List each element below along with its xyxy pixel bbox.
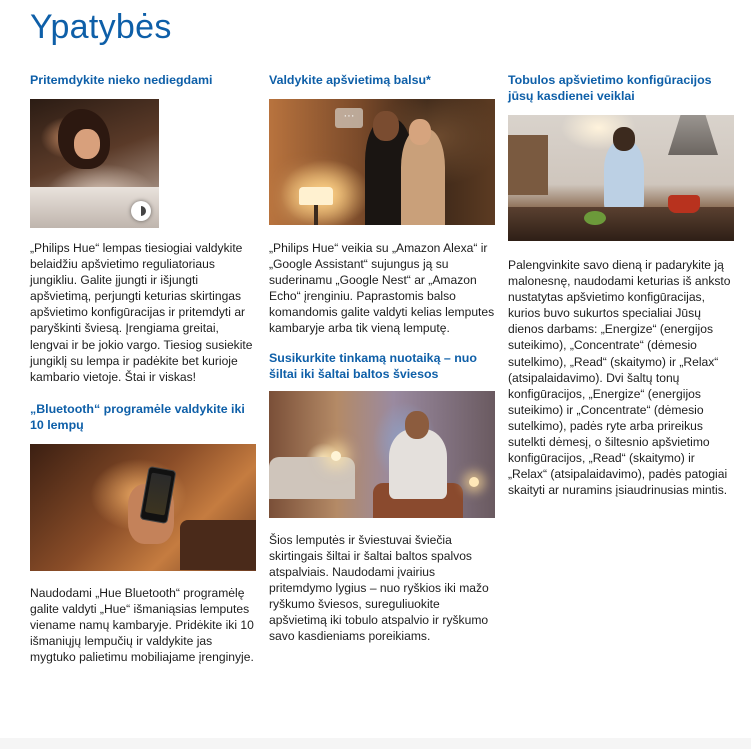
feature-text-mood: Šios lemputės ir šviestuvai šviečia skirtingais šiltai ir šaltai baltos spalvos atspalviais. Naudodami įvairius pritemdymo lygius – nuo ryškios iki mažo ryškumo šviesos, sureguliuokite apšvietimą iki tobulo atspalvio ir ryškumo savo kasdieniams poreikiams. <box>269 532 489 644</box>
image-detail <box>668 195 700 213</box>
feature-heading-bluetooth: „Bluetooth“ programėle valdykite iki 10 lempų <box>30 401 245 432</box>
feature-image-living-room <box>269 391 495 518</box>
feature-image-phone-app <box>30 444 256 571</box>
image-detail <box>180 520 256 570</box>
image-detail <box>508 135 548 195</box>
feature-image-couple <box>269 99 495 225</box>
image-detail <box>604 141 644 211</box>
image-detail <box>584 211 606 225</box>
more-options-icon: ··· <box>335 108 363 128</box>
image-detail <box>668 115 718 155</box>
dimmer-switch-icon <box>131 201 151 221</box>
image-detail <box>613 127 635 151</box>
page-title: Ypatybės <box>30 8 172 46</box>
image-detail <box>389 429 447 499</box>
lamp-icon <box>331 451 341 461</box>
image-detail <box>314 205 318 225</box>
image-detail <box>508 207 734 241</box>
feature-text-voice: „Philips Hue“ veikia su „Amazon Alexa“ ir „Google Assistant“ sujungus ją su suderinamu „Google Nest“ ar „Amazon Echo“ įrenginiu. Paprastomis balso komandomis galite valdyti kelias lemputes kambaryje arba tik vieną lemputę. <box>269 241 495 336</box>
lamp-icon <box>469 477 479 487</box>
feature-image-bedroom <box>30 99 159 228</box>
image-detail <box>269 457 355 499</box>
image-detail <box>409 119 431 145</box>
page-footer-strip <box>0 738 751 749</box>
feature-column-3 <box>508 72 734 498</box>
image-detail <box>405 411 429 439</box>
feature-image-kitchen <box>508 115 734 241</box>
feature-heading-dim: Pritemdykite nieko nediegdami <box>30 73 213 87</box>
feature-column-2 <box>269 72 495 644</box>
feature-text-bluetooth: Naudodami „Hue Bluetooth“ programėlę galite valdyti „Hue“ išmaniąsias lemputes viename namų kambaryje. Pridėkite iki 10 išmaniųjų lempučių ir valdykite jas mygtuko palietimu mobiliajame įrenginyje. <box>30 585 254 665</box>
feature-heading-mood: Susikurkite tinkamą nuotaiką – nuo šiltai iki šaltai baltos šviesos <box>269 350 477 381</box>
image-detail <box>74 129 100 159</box>
feature-text-scenes: Palengvinkite savo dieną ir padarykite ją malonesnę, naudodami keturias iš anksto nustatytas apšvietimo konfigūracijas, kurios buvo sukurtos specialiai Jūsų dienos darbams: „Energize“ (energijos suteikimo), „Concentrate“ (dėmesio sutelkimo), „Read“ (skaitymo) ir „Relax“ (atsipalaidavimo). Dvi šaltų tonų konfigūracijos, „Energize“ (energijos suteikimo) ir „Concentrate“ (dėmesio sutelkimo), padės ryte arba prireikus sutelkti dėmesį, o šiltesnio apšvietimo konfigūracijos, „Read“ (skaitymo) ir „Relax“ (atsipalaidavimo), padės patogiai skaityti ar nuramins įsiaudrinusias mintis. <box>508 258 731 498</box>
feature-heading-voice: Valdykite apšvietimą balsu* <box>269 73 431 87</box>
image-detail <box>373 111 399 141</box>
feature-column-1 <box>30 72 256 665</box>
feature-text-dim: „Philips Hue“ lempas tiesiogiai valdykite belaidžiu apšvietimo reguliatoriaus jungikliu. Galite įjungti ir išjungti apšvietimą, perjungti keturias skirtingas apšvietimo konfigūracijas ir pritemdyti ar paryškinti šviesą. Įrengiama greitai, lengvai ir be jokio vargo. Tiesiog susiekite jungiklį su lempa ir padėkite bet kurioje kambario vietoje. Štai ir viskas! <box>30 241 253 384</box>
lamp-icon <box>299 187 333 205</box>
feature-heading-scenes: Tobulos apšvietimo konfigūracijos jūsų kasdienei veiklai <box>508 73 712 103</box>
